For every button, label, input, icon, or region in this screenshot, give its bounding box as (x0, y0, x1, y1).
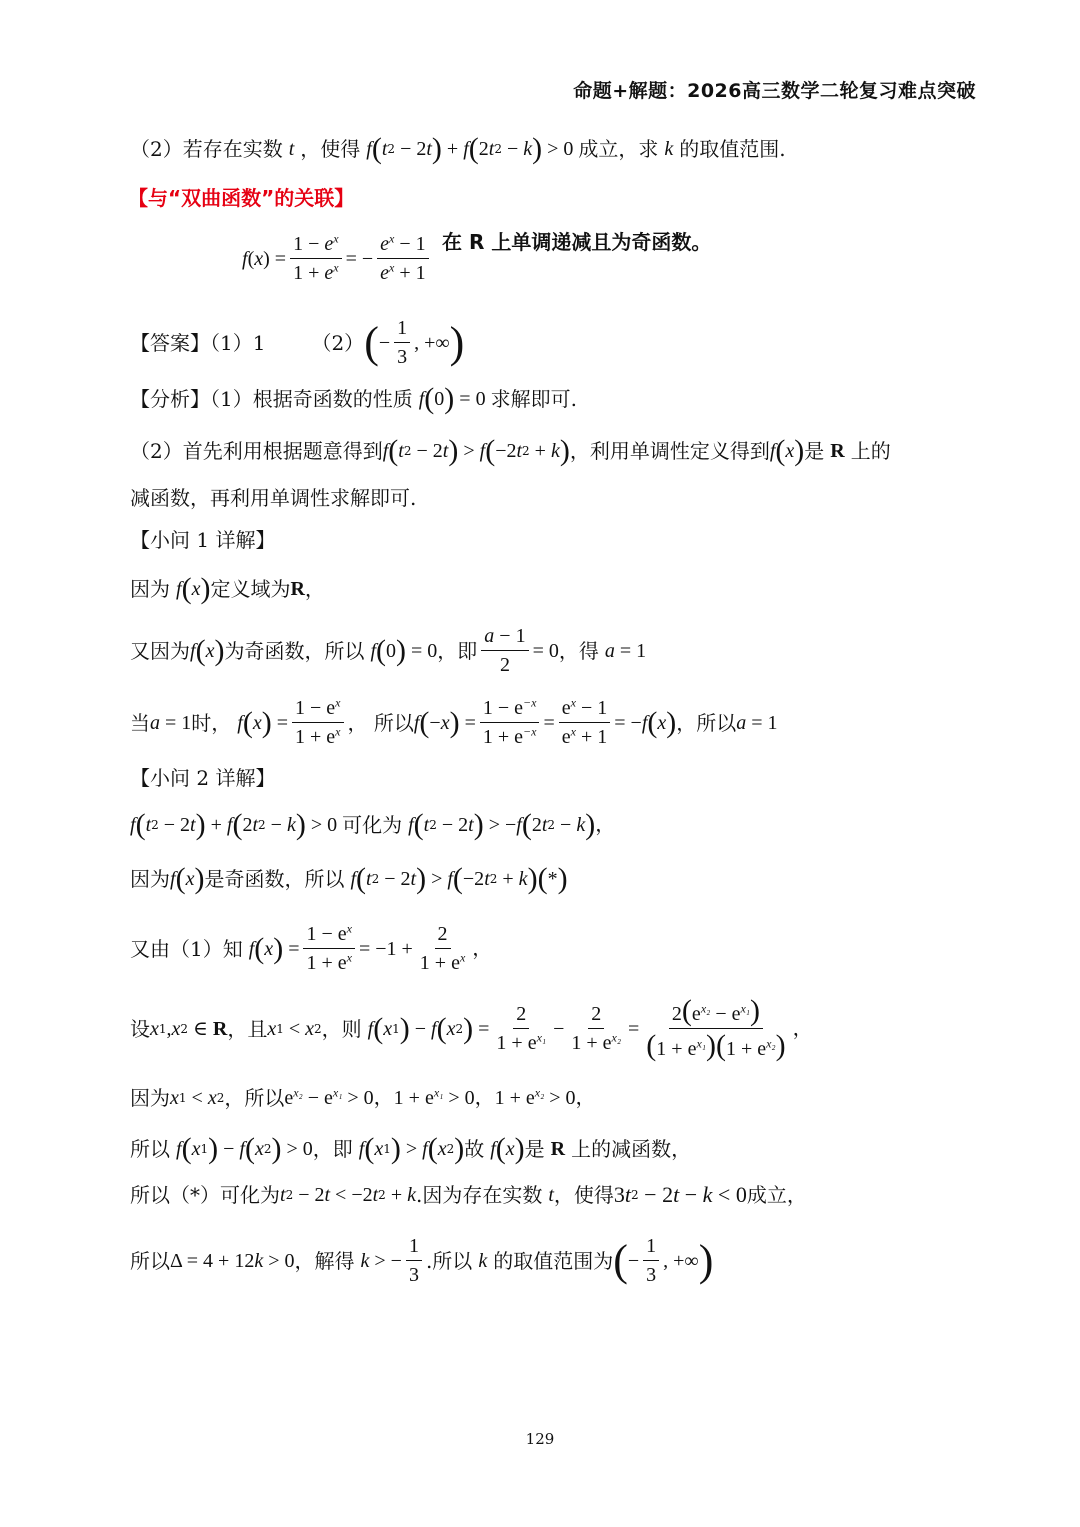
sub2-line-4: 设 x 1 , x 2 ∈ R ，且 x 1 < x 2 ，则 f ( x 1 ) − f ( x 2 ) = $\frac{2}{1 + e^{x_1}}$ − $\frac{2}{1 + e^{x_2}}$ = $\frac{2(e^{x_2} - e^{x_1})}{(1 + e^{x_1})(1 + e^{x_2})}$ ， (130, 994, 813, 1062)
page-number: 129 (525, 1430, 555, 1448)
sub1-title: 【小问 1 详解】 (130, 528, 276, 552)
sub1-line-2: 又因为 f ( x ) 为奇函数，所以 f ( 0 ) = 0 ，即 $\frac{a - 1}{2}$ = 0 ，得 a = 1 (130, 625, 647, 676)
hyperbolic-note: 在 R 上单调递减且为奇函数。 (442, 230, 712, 254)
sub2-title: 【小问 2 详解】 (130, 766, 276, 790)
analysis-line-3: 减函数，再利用单调性求解即可. (130, 486, 417, 510)
question-2: （2）若存在实数 t ，使得 f ( t 2 − 2 t ) + f ( 2 t 2 − k ) > 0 成立，求 k 的取值范围. (130, 132, 786, 165)
sub1-line-3: 当 a = 1 时， f ( x ) = $\frac{1 - e^x}{1 + e^x}$ ， 所以 f ( − x ) = $\frac{1 - e^{-x}}{1 + e^{-x}}$ = $\frac{e^x - 1}{e^x + 1}$ = − f ( x ) ，所以 a = 1 (130, 695, 778, 748)
page-header: 命题+解题：2026高三数学二轮复习难点突破 (573, 80, 976, 102)
sub2-line-6: 所以 f ( x 1 ) − f ( x 2 ) > 0 ，即 f ( x 1 ) > f ( x 2 ) 故 f ( x ) 是 R 上的减函数， (130, 1132, 692, 1165)
analysis-line-2: （2）首先利用根据题意得到 f ( t 2 − 2 t ) > f ( −2 t 2 + k ) ，利用单调性定义得到 f ( x ) 是 R 上的 (130, 434, 891, 467)
hyperbolic-formula: f ( x ) = $\frac{1 - e^x}{1 + e^x}$ = − $\frac{e^x - 1}{e^x + 1}$ (242, 232, 433, 285)
sub2-line-2: 因为 f ( x ) 是奇函数，所以 f ( t 2 − 2 t ) > f ( −2 t 2 + k ) ( * ) (130, 862, 568, 895)
sub2-line-8: 所以 Δ = 4 + 12 k > 0 ，解得 k > − $\frac{1}{3}$ .所以 k 的取值范围为 ( − $\frac{1}{3}$ , +∞ ) (130, 1235, 714, 1286)
sub2-line-3: 又由（1）知 f ( x ) = $\frac{1 - e^x}{1 + e^x}$ = −1 + $\frac{2}{1 + e^x}$ ， (130, 921, 493, 974)
sub1-line-1: 因为 f ( x ) 定义域为 R ， (130, 572, 325, 605)
sub2-line-5: 因为 x 1 < x 2 ，所以 $e^{x_2} - e^{x_1} > 0$，$1 + e^{x_1} > 0$，$1 + e^{x_2} > 0$， (130, 1085, 596, 1110)
answer-line: 【答案】（1）1 （2） ( − $\frac{1}{3}$ , +∞ ) (130, 317, 465, 368)
sub2-line-1: f ( t 2 − 2 t ) + f ( 2 t 2 − k ) > 0 可化为 f ( t 2 − 2 t ) > − f ( 2 t 2 − k ) ， (130, 808, 616, 841)
section-title-hyperbolic: 【与“双曲函数”的关联】 (128, 186, 355, 210)
analysis-line-1: 【分析】（1）根据奇函数的性质 f ( 0 ) = 0 求解即可. (130, 382, 577, 415)
sub2-line-7: 所以（*）可化为 t 2 − 2 t < −2 t 2 + k .因为存在实数 t ，使得 3 t 2 − 2 t − k < 0 成立， (130, 1182, 807, 1208)
